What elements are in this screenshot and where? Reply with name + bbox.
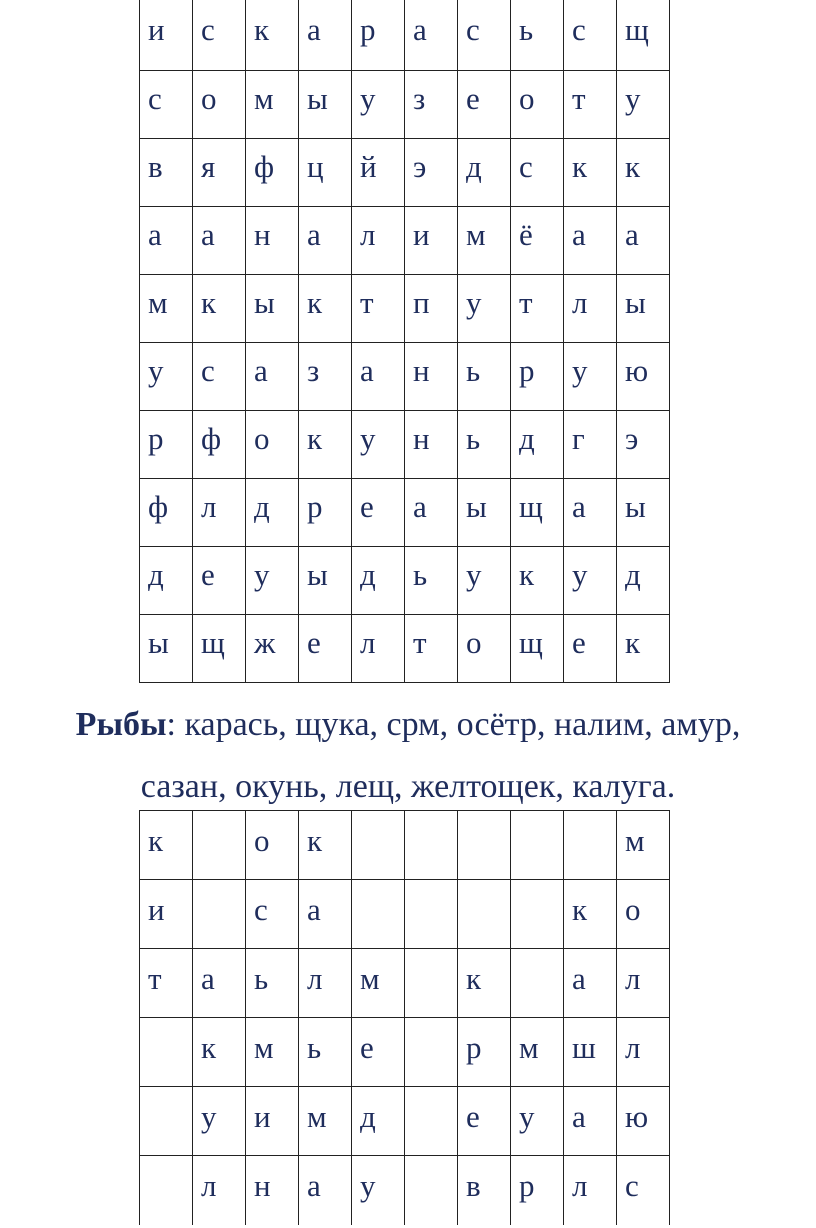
grid-cell: д <box>246 478 299 546</box>
grid-cell: е <box>564 614 617 682</box>
grid-cell: п <box>405 274 458 342</box>
grid-cell: к <box>617 614 670 682</box>
fish-word-list <box>0 694 816 818</box>
grid-cell: н <box>246 1156 299 1225</box>
grid-cell: о <box>246 410 299 478</box>
grid-cell: и <box>140 880 193 949</box>
grid-cell: л <box>352 206 405 274</box>
grid-row <box>140 811 670 880</box>
grid-cell: с <box>193 342 246 410</box>
grid-cell: л <box>193 478 246 546</box>
grid-cell: ь <box>405 546 458 614</box>
grid-cell: щ <box>617 0 670 70</box>
grid-cell: р <box>511 1156 564 1225</box>
grid-cell: р <box>140 410 193 478</box>
grid-cell: о <box>246 811 299 880</box>
grid-row <box>140 274 670 342</box>
grid-cell: ы <box>140 614 193 682</box>
grid-cell: и <box>140 0 193 70</box>
grid-cell: к <box>299 811 352 880</box>
grid-cell: у <box>458 546 511 614</box>
grid-cell: в <box>458 1156 511 1225</box>
grid-cell <box>405 1156 458 1225</box>
grid-cell <box>405 880 458 949</box>
grid-cell: к <box>458 949 511 1018</box>
grid-cell: г <box>564 410 617 478</box>
grid-cell: н <box>405 342 458 410</box>
grid-cell: у <box>511 1087 564 1156</box>
grid-row <box>140 70 670 138</box>
grid-cell: к <box>564 138 617 206</box>
grid-cell: м <box>140 274 193 342</box>
grid-row <box>140 206 670 274</box>
grid-cell: а <box>299 206 352 274</box>
grid-cell: к <box>511 546 564 614</box>
grid-cell: к <box>299 274 352 342</box>
grid-cell: з <box>299 342 352 410</box>
grid-cell: д <box>458 138 511 206</box>
grid-cell: а <box>352 342 405 410</box>
grid-cell <box>352 880 405 949</box>
grid-cell: ы <box>246 274 299 342</box>
grid-cell: ь <box>458 410 511 478</box>
caption-separator: : <box>166 706 176 743</box>
grid-cell: у <box>246 546 299 614</box>
grid-cell: м <box>246 70 299 138</box>
grid-cell: л <box>352 614 405 682</box>
grid-cell: с <box>564 0 617 70</box>
grid-cell: с <box>246 880 299 949</box>
grid-cell: ы <box>299 546 352 614</box>
grid-cell: у <box>352 1156 405 1225</box>
grid-cell: е <box>193 546 246 614</box>
grid-cell: е <box>458 1087 511 1156</box>
grid-cell: ю <box>617 1087 670 1156</box>
grid-cell <box>193 811 246 880</box>
crossword-grid <box>139 810 670 1225</box>
grid-cell: д <box>352 546 405 614</box>
grid-cell <box>511 880 564 949</box>
grid-cell <box>405 949 458 1018</box>
grid-cell: у <box>458 274 511 342</box>
grid-cell: м <box>511 1018 564 1087</box>
grid-cell: о <box>617 880 670 949</box>
grid-cell: д <box>140 546 193 614</box>
grid-cell: т <box>405 614 458 682</box>
word-search-grid <box>139 0 670 683</box>
grid-body <box>140 0 670 682</box>
grid-cell: с <box>617 1156 670 1225</box>
grid-cell <box>140 1087 193 1156</box>
grid-cell: к <box>617 138 670 206</box>
grid-cell: о <box>458 614 511 682</box>
grid-cell: э <box>405 138 458 206</box>
grid-row <box>140 880 670 949</box>
grid-cell: е <box>299 614 352 682</box>
grid-cell: е <box>352 478 405 546</box>
caption-line1-text: карась, щука, срм, осётр, налим, амур, <box>176 706 741 743</box>
grid-cell: о <box>511 70 564 138</box>
grid-cell: н <box>405 410 458 478</box>
grid-cell: р <box>458 1018 511 1087</box>
grid-cell: ц <box>299 138 352 206</box>
grid-cell: к <box>299 410 352 478</box>
grid-body <box>140 811 670 1225</box>
grid-cell: щ <box>511 478 564 546</box>
grid-cell: т <box>140 949 193 1018</box>
grid-cell <box>140 1018 193 1087</box>
grid-cell: р <box>352 0 405 70</box>
grid-row <box>140 949 670 1018</box>
grid-row <box>140 342 670 410</box>
grid-cell: ш <box>564 1018 617 1087</box>
grid-cell: и <box>405 206 458 274</box>
grid-cell: ю <box>617 342 670 410</box>
grid-cell: а <box>299 0 352 70</box>
grid-cell: е <box>458 70 511 138</box>
grid-cell: а <box>405 0 458 70</box>
grid-cell: ё <box>511 206 564 274</box>
grid-cell <box>564 811 617 880</box>
grid-cell: у <box>564 546 617 614</box>
grid-cell <box>405 811 458 880</box>
caption-line-2: сазан, окунь, лещ, желтощек, калуга. <box>140 768 676 805</box>
grid-row <box>140 138 670 206</box>
grid-cell: ь <box>511 0 564 70</box>
grid-cell: р <box>511 342 564 410</box>
grid-cell: н <box>246 206 299 274</box>
grid-row <box>140 1018 670 1087</box>
grid-cell: а <box>405 478 458 546</box>
grid-cell <box>405 1018 458 1087</box>
grid-cell: ы <box>299 70 352 138</box>
grid-row <box>140 546 670 614</box>
grid-cell: л <box>617 949 670 1018</box>
grid-cell: ь <box>246 949 299 1018</box>
grid-cell: с <box>458 0 511 70</box>
grid-cell: у <box>193 1087 246 1156</box>
grid-cell: й <box>352 138 405 206</box>
grid-cell: ы <box>617 274 670 342</box>
grid-cell: д <box>352 1087 405 1156</box>
grid-cell: щ <box>511 614 564 682</box>
grid-cell: а <box>299 880 352 949</box>
grid-cell: л <box>617 1018 670 1087</box>
grid-row <box>140 1087 670 1156</box>
grid-cell: к <box>246 0 299 70</box>
grid-cell: к <box>140 811 193 880</box>
grid-cell: у <box>352 70 405 138</box>
grid-cell: л <box>193 1156 246 1225</box>
grid-cell: т <box>511 274 564 342</box>
grid-cell: ф <box>193 410 246 478</box>
grid-cell: и <box>246 1087 299 1156</box>
grid-cell: а <box>564 949 617 1018</box>
grid-cell: м <box>352 949 405 1018</box>
grid-cell <box>405 1087 458 1156</box>
grid-cell: т <box>564 70 617 138</box>
grid-cell <box>458 811 511 880</box>
grid-cell: я <box>193 138 246 206</box>
grid-cell: к <box>193 274 246 342</box>
grid-cell: ь <box>299 1018 352 1087</box>
grid-cell: а <box>617 206 670 274</box>
grid-cell: а <box>246 342 299 410</box>
grid-cell: а <box>140 206 193 274</box>
grid-cell: м <box>458 206 511 274</box>
grid-cell: с <box>511 138 564 206</box>
grid-cell: е <box>352 1018 405 1087</box>
grid-row <box>140 614 670 682</box>
grid-cell: к <box>564 880 617 949</box>
grid-row <box>140 478 670 546</box>
grid-cell: ы <box>458 478 511 546</box>
grid-cell: ф <box>140 478 193 546</box>
grid-cell: д <box>617 546 670 614</box>
grid-cell: з <box>405 70 458 138</box>
grid-cell: л <box>564 274 617 342</box>
grid-cell: а <box>564 1087 617 1156</box>
grid-cell: ь <box>458 342 511 410</box>
grid-cell: в <box>140 138 193 206</box>
grid-cell: а <box>564 478 617 546</box>
grid-cell: д <box>511 410 564 478</box>
grid-cell: с <box>193 0 246 70</box>
grid-cell: щ <box>193 614 246 682</box>
grid-cell: л <box>564 1156 617 1225</box>
grid-cell <box>511 949 564 1018</box>
grid-cell: а <box>564 206 617 274</box>
grid-cell: у <box>352 410 405 478</box>
grid-cell: э <box>617 410 670 478</box>
grid-row <box>140 0 670 70</box>
grid-cell: ы <box>617 478 670 546</box>
grid-cell: м <box>246 1018 299 1087</box>
grid-cell: к <box>193 1018 246 1087</box>
grid-cell <box>193 880 246 949</box>
grid-cell: с <box>140 70 193 138</box>
grid-cell <box>458 880 511 949</box>
grid-row <box>140 1156 670 1225</box>
caption-heading: Рыбы <box>75 706 167 743</box>
grid-cell: а <box>193 206 246 274</box>
grid-cell: м <box>299 1087 352 1156</box>
grid-cell: у <box>564 342 617 410</box>
grid-cell: ф <box>246 138 299 206</box>
grid-cell: а <box>193 949 246 1018</box>
grid-cell <box>352 811 405 880</box>
grid-cell: а <box>299 1156 352 1225</box>
grid-cell: о <box>193 70 246 138</box>
grid-cell: у <box>617 70 670 138</box>
grid-cell: м <box>617 811 670 880</box>
grid-cell <box>511 811 564 880</box>
caption-line-1 <box>0 694 816 756</box>
grid-cell: р <box>299 478 352 546</box>
grid-row <box>140 410 670 478</box>
grid-cell: ж <box>246 614 299 682</box>
grid-cell: л <box>299 949 352 1018</box>
grid-cell: у <box>140 342 193 410</box>
grid-cell <box>140 1156 193 1225</box>
grid-cell: т <box>352 274 405 342</box>
